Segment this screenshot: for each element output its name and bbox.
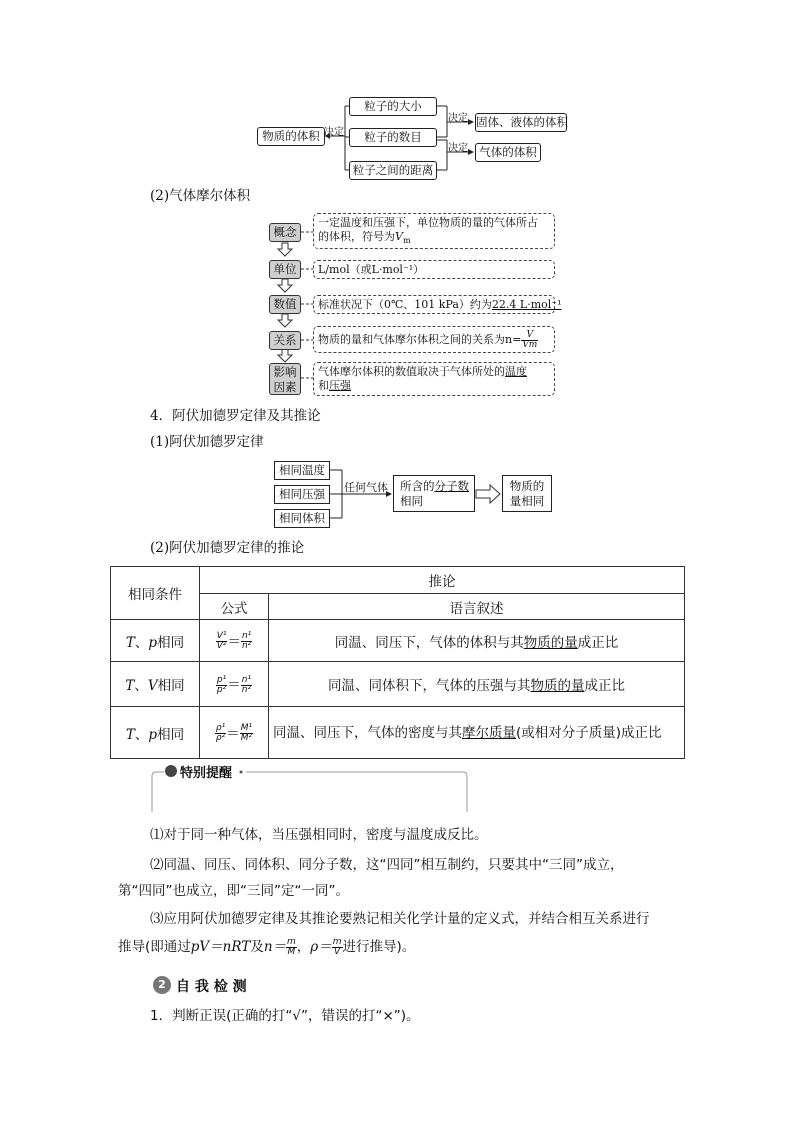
- self-check-title: 自 我 检 测: [176, 979, 247, 995]
- concept-symbol: V: [395, 230, 403, 243]
- self-check-badge-icon: 2: [153, 976, 171, 994]
- condition-temperature-box: 相同温度: [274, 461, 330, 480]
- factors-text-1: 气体摩尔体积的数值取决于气体所处的: [318, 365, 505, 378]
- decide-label-2: 决定: [448, 113, 468, 124]
- relation-text: 物质的量和气体摩尔体积之间的关系为n=: [318, 333, 522, 346]
- row1-statement: 同温、同压下，气体的体积与其物质的量成正比: [269, 620, 685, 662]
- volume-root-box: 物质的体积: [257, 127, 325, 146]
- label-value: 数值: [269, 295, 301, 314]
- factor-number-box: 粒子的数目: [349, 128, 437, 147]
- concept-text-1: 一定温度和压强下，单位物质的量的气体所占: [318, 216, 538, 229]
- row1-formula: $\frac{\text{V¹}}{\text{V²}}$ ＝ $\frac{\text{n¹}}{\text{n²}}$: [200, 620, 269, 662]
- concept-symbol-sub: m: [402, 236, 411, 246]
- molecule-count-post: 相同: [400, 494, 423, 508]
- tip-icon: [165, 765, 177, 777]
- arrow-label-any-gas: 任何气体: [344, 481, 388, 494]
- condition-volume-box: 相同体积: [274, 509, 330, 528]
- heading-molar-volume: (2)气体摩尔体积: [150, 188, 251, 204]
- th-statement: 语言叙述: [269, 594, 685, 620]
- factors-pressure: 压强: [329, 379, 351, 392]
- note-2-line2: 第“四同”也成立，即“三同”定“一同”。: [118, 883, 349, 899]
- note-3-line2: 推导(即通过pV＝nRT及n＝ $\frac{m}{M}$ ，ρ＝ $\frac{m}{V}$ 进行推导)。: [118, 936, 416, 957]
- note-2-line1: ⑵同温、同压、同体积、同分子数，这“四同”相互制约，只要其中“三同”成立，: [150, 857, 624, 873]
- condition-pressure-box: 相同压强: [274, 485, 330, 504]
- tip-title: 特别提醒: [180, 766, 233, 781]
- row3-condition: T、p相同: [111, 707, 200, 759]
- result-gas-box: 气体的体积: [475, 143, 541, 162]
- row2-condition: T、V相同: [111, 662, 200, 707]
- relation-denominator: Vm: [522, 339, 538, 350]
- label-factors-1: 影响: [273, 365, 297, 379]
- label-factors-2: 因素: [273, 380, 297, 394]
- factor-distance-box: 粒子之间的距离: [349, 161, 437, 180]
- amount-same-2: 量相同: [509, 494, 545, 508]
- note-1: ⑴对于同一种气体，当压强相同时，密度与温度成反比。: [150, 827, 488, 843]
- decide-label-3: 决定: [448, 143, 468, 154]
- relation-numerator: V: [521, 331, 538, 341]
- concept-text-2: 的体积，符号为: [318, 230, 395, 243]
- row1-condition: T、p相同: [111, 620, 200, 662]
- factor-size-box: 粒子的大小: [349, 97, 437, 116]
- question-1: 1．判断正误(正确的打“√”，错误的打“×”)。: [150, 1008, 420, 1024]
- unit-box: L/mol（或L·mol⁻¹）: [313, 260, 555, 279]
- value-number: 22.4 L·mol⁻¹: [491, 298, 562, 311]
- heading-avogadro-inference: (2)阿伏加德罗定律的推论: [150, 540, 305, 556]
- th-inference: 推论: [200, 567, 685, 594]
- factors-temperature: 温度: [505, 365, 527, 378]
- section-avogadro: 4．阿伏加德罗定律及其推论: [150, 408, 321, 424]
- row2-formula: $\frac{\text{p¹}}{\text{p²}}$ ＝ $\frac{\text{n¹}}{\text{n²}}$: [200, 662, 269, 707]
- heading-avogadro-law: (1)阿伏加德罗定律: [150, 434, 264, 450]
- row2-statement: 同温、同体积下，气体的压强与其物质的量成正比: [269, 662, 685, 707]
- row3-statement: 同温、同压下，气体的密度与其摩尔质量(或相对分子质量)成正比: [269, 707, 685, 759]
- molecule-count-pre: 所含的: [400, 479, 435, 493]
- th-formula: 公式: [200, 594, 269, 620]
- label-concept: 概念: [269, 223, 301, 242]
- result-solid-liquid-box: 固体、液体的体积: [475, 113, 567, 132]
- label-relation: 关系: [269, 331, 301, 350]
- amount-same-1: 物质的: [509, 479, 545, 493]
- decide-label-1: 决定: [324, 127, 344, 138]
- value-text: 标准状况下（0℃、101 kPa）约为: [318, 298, 492, 311]
- row3-formula: $\frac{\text{ρ¹}}{\text{ρ²}}$ ＝ $\frac{\text{M¹}}{\text{M²}}$: [200, 707, 269, 759]
- molecule-count-keyword: 分子数: [434, 479, 469, 493]
- th-condition: 相同条件: [111, 567, 200, 620]
- label-unit: 单位: [269, 260, 301, 279]
- note-3-line1: ⑶应用阿伏加德罗定律及其推论要熟记相关化学计量的定义式，并结合相互关系进行: [150, 911, 650, 927]
- factors-text-2: 和: [318, 379, 329, 392]
